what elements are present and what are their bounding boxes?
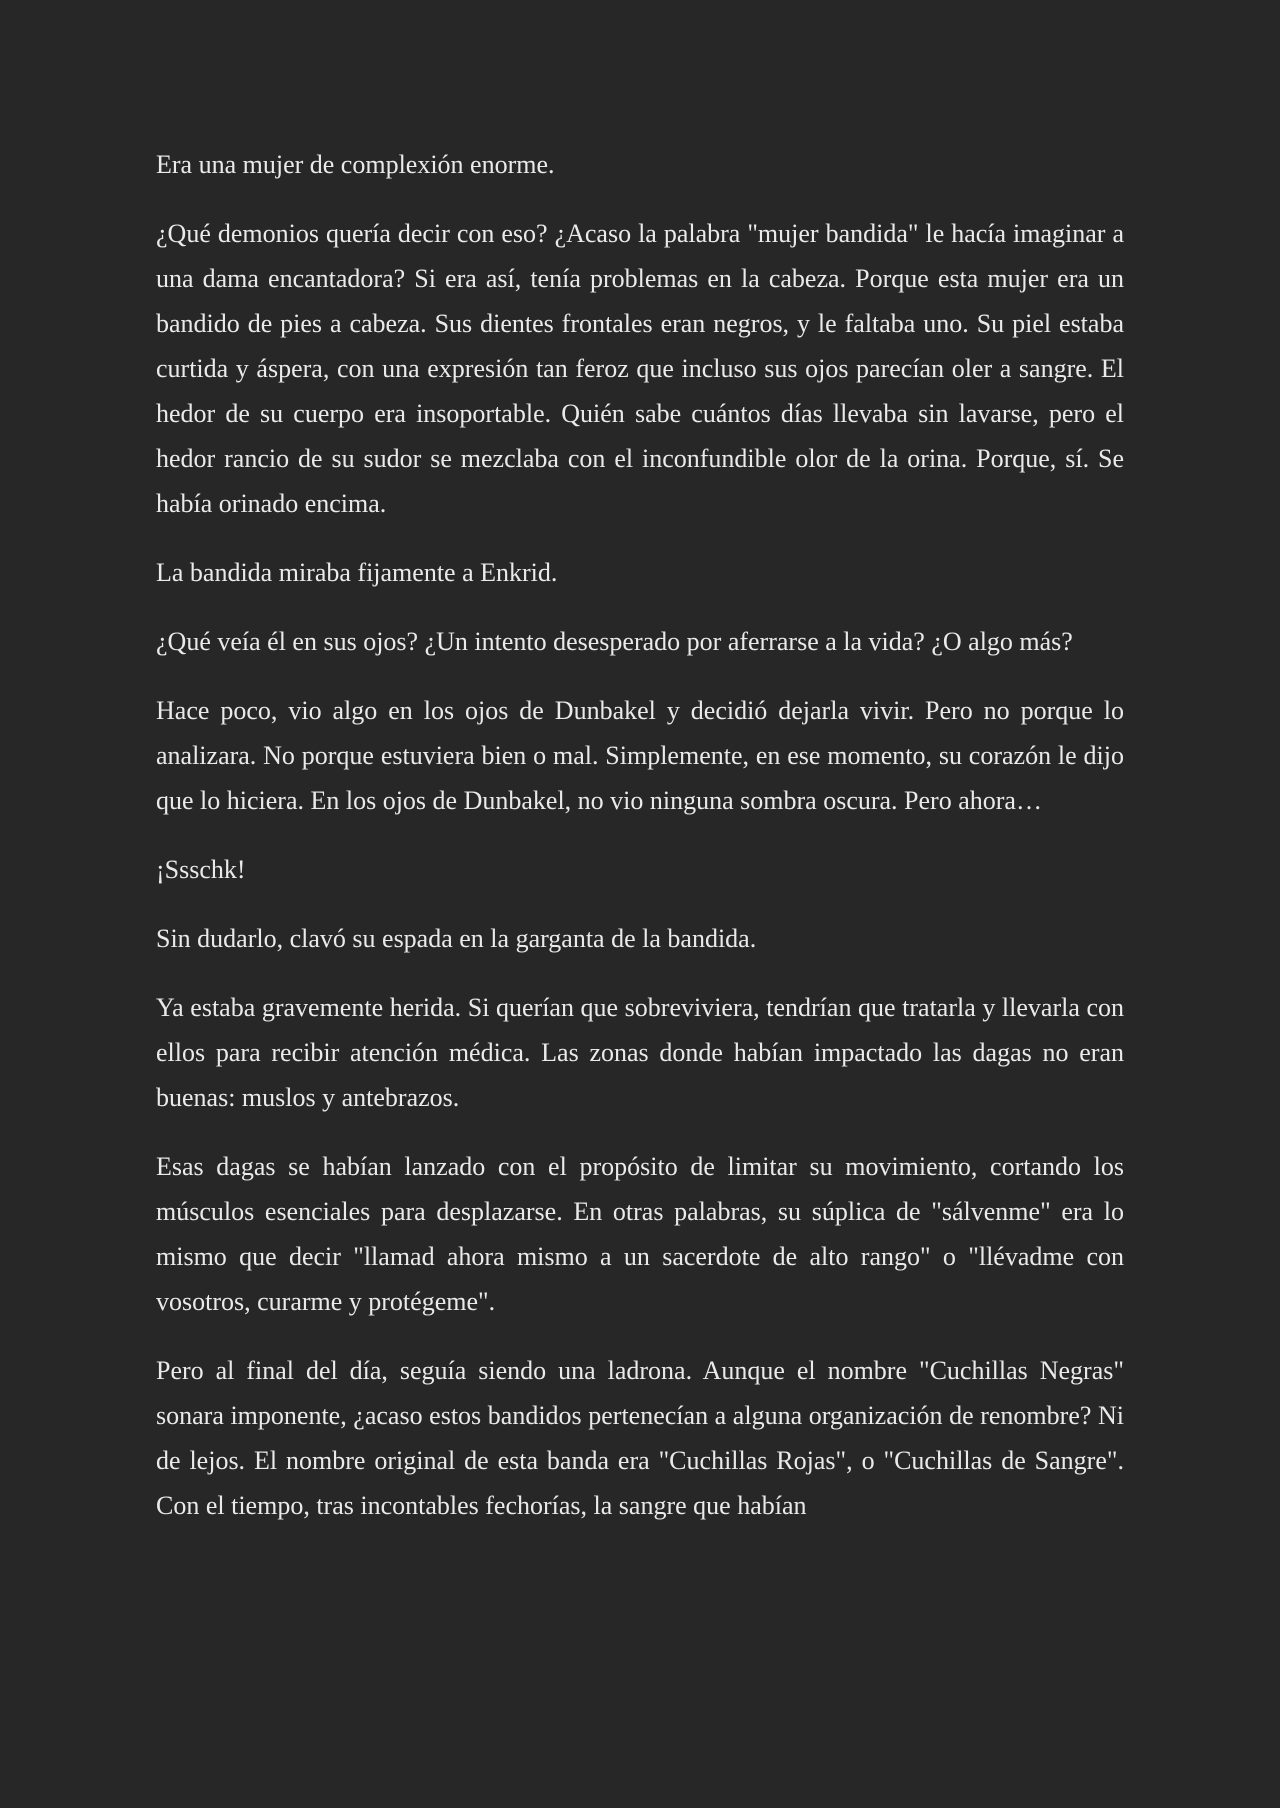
paragraph: Esas dagas se habían lanzado con el propósito de limitar su movimiento, cortando los músculos esenciales para desplazarse. En otras palabras, su súplica de "sálvenme" era lo mismo que decir "llamad ahora mismo a un sacerdote de alto rango" o "llévadme con vosotros, curarme y protégeme". xyxy=(156,1152,1124,1316)
paragraph: Ya estaba gravemente herida. Si querían que sobreviviera, tendrían que tratarla y llevarla con ellos para recibir atención médica. Las zonas donde habían impactado las dagas no eran buenas: muslos y antebrazos. xyxy=(156,993,1124,1112)
paragraph: ¿Qué demonios quería decir con eso? ¿Acaso la palabra "mujer bandida" le hacía imaginar a una dama encantadora? Si era así, tenía problemas en la cabeza. Porque esta mujer era un bandido de pies a cabeza. Sus dientes frontales eran negros, y le faltaba uno. Su piel estaba curtida y áspera, con una expresión tan feroz que incluso sus ojos parecían oler a sangre. El hedor de su cuerpo era insoportable. Quién sabe cuántos días llevaba sin lavarse, pero el hedor rancio de su sudor se mezclaba con el inconfundible olor de la orina. Porque, sí. Se había orinado encima. xyxy=(156,219,1124,518)
paragraph: ¡Ssschk! xyxy=(156,855,246,884)
paragraph: Hace poco, vio algo en los ojos de Dunbakel y decidió dejarla vivir. Pero no porque lo analizara. No porque estuviera bien o mal. Simplemente, en ese momento, su corazón le dijo que lo hiciera. En los ojos de Dunbakel, no vio ninguna sombra oscura. Pero ahora… xyxy=(156,696,1124,815)
paragraph: ¿Qué veía él en sus ojos? ¿Un intento desesperado por aferrarse a la vida? ¿O algo más? xyxy=(156,627,1073,656)
chapter-text-area xyxy=(156,0,1124,1528)
paragraph: La bandida miraba fijamente a Enkrid. xyxy=(156,558,558,587)
paragraph: Sin dudarlo, clavó su espada en la garganta de la bandida. xyxy=(156,924,757,953)
paragraph: Pero al final del día, seguía siendo una ladrona. Aunque el nombre "Cuchillas Negras" sonara imponente, ¿acaso estos bandidos pertenecían a alguna organización de renombre? Ni de lejos. El nombre original de esta banda era "Cuchillas Rojas", o "Cuchillas de Sangre". Con el tiempo, tras incontables fechorías, la sangre que habían xyxy=(156,1356,1124,1520)
paragraph: Era una mujer de complexión enorme. xyxy=(156,150,555,179)
